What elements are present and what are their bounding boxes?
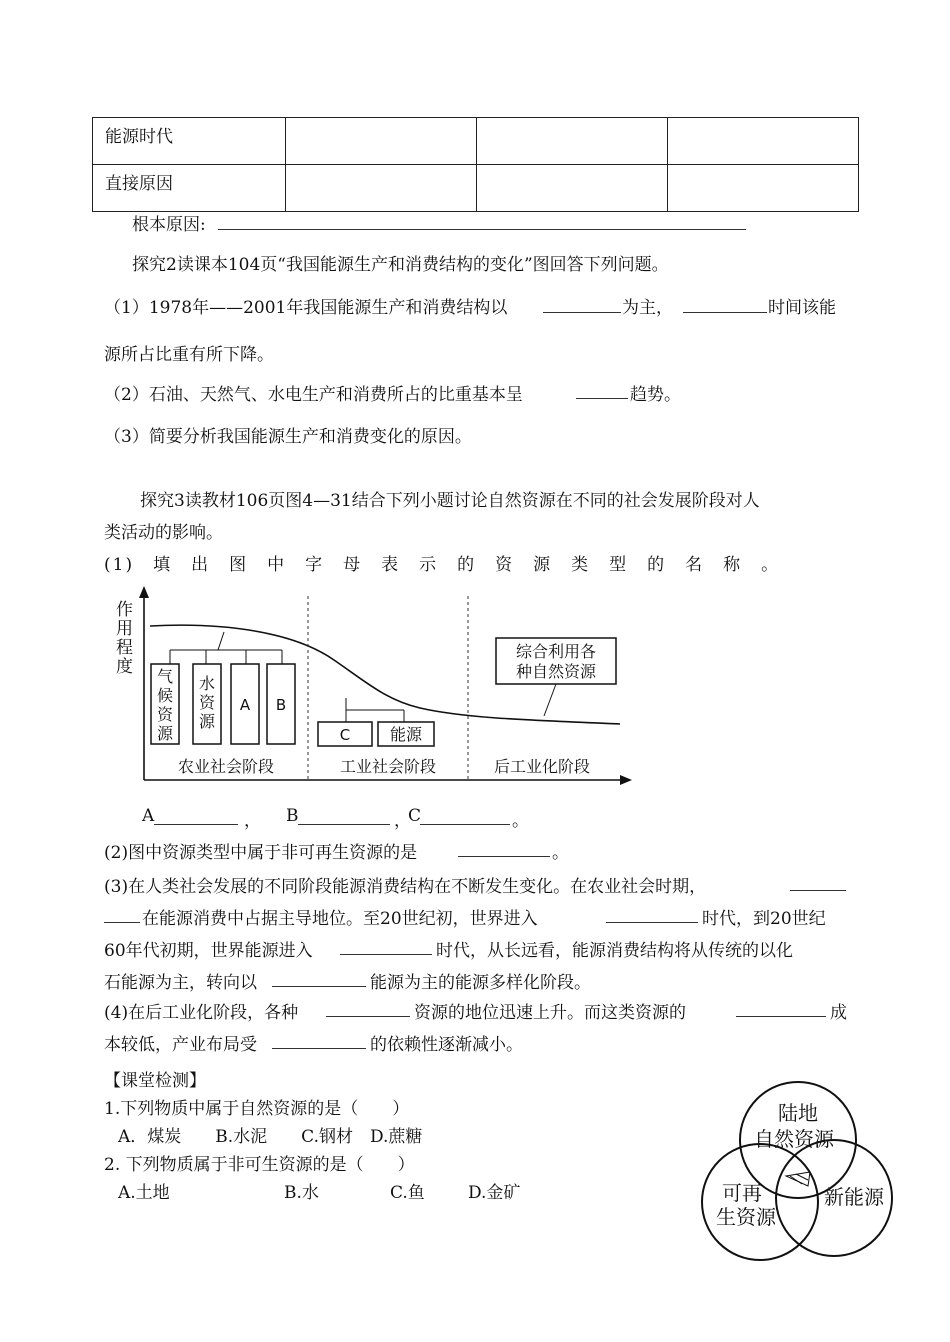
answer-c-label: C bbox=[408, 806, 422, 826]
stage-industrial: 工业社会阶段 bbox=[339, 757, 437, 776]
root-cause-blank[interactable] bbox=[218, 229, 746, 230]
answer-cell[interactable] bbox=[668, 165, 859, 212]
answer-cell[interactable] bbox=[477, 165, 668, 212]
inquiry3-q4-line2: 本较低，产业布局受 bbox=[104, 1035, 257, 1055]
svg-text:可再: 可再 bbox=[722, 1181, 762, 1205]
check-q2-option-d: D.金矿 bbox=[468, 1183, 521, 1203]
q2-nonrenewable-blank[interactable] bbox=[458, 856, 550, 857]
q3-blank-1b[interactable] bbox=[104, 922, 140, 923]
svg-text:C: C bbox=[339, 726, 351, 744]
svg-text:资: 资 bbox=[198, 693, 216, 712]
q2-blank[interactable] bbox=[576, 398, 628, 399]
answer-b-label: B bbox=[286, 806, 299, 826]
answer-cell[interactable] bbox=[477, 118, 668, 165]
answer-a-blank[interactable] bbox=[154, 824, 238, 825]
answer-cell[interactable] bbox=[286, 118, 477, 165]
inquiry3-q4-line1: (4)在后工业化阶段，各种 bbox=[104, 1003, 299, 1023]
answer-a-label: A bbox=[142, 806, 155, 826]
svg-text:源: 源 bbox=[156, 724, 174, 743]
q3-blank-1a[interactable] bbox=[790, 890, 846, 891]
inquiry3-title-line2: 类活动的影响。 bbox=[104, 523, 223, 543]
inquiry3-q3-line4: 石能源为主，转向以 bbox=[104, 973, 257, 993]
svg-text:综合利用各: 综合利用各 bbox=[515, 642, 597, 661]
svg-text:候: 候 bbox=[156, 686, 174, 705]
q3-blank-4[interactable] bbox=[272, 986, 366, 987]
q3-blank-3[interactable] bbox=[340, 954, 432, 955]
svg-text:自然资源: 自然资源 bbox=[754, 1127, 834, 1151]
q4-blank-2[interactable] bbox=[736, 1016, 826, 1017]
answer-b-blank[interactable] bbox=[298, 824, 390, 825]
inquiry3-q3-line3: 60年代初期，世界能源进入 bbox=[104, 941, 313, 961]
q4-blank-1[interactable] bbox=[326, 1016, 410, 1017]
inquiry2-q2-part-a: （2）石油、天然气、水电生产和消费所占的比重基本呈 bbox=[104, 385, 523, 405]
svg-text:B: B bbox=[275, 696, 287, 714]
y-label-1: 作 bbox=[116, 600, 133, 620]
inquiry2-q1-part-b: 为主， bbox=[622, 298, 673, 318]
y-label-4: 度 bbox=[116, 657, 133, 677]
inquiry3-title-line1: 探究3读教材106页图4—31结合下列小题讨论自然资源在不同的社会发展阶段对人 bbox=[140, 491, 760, 511]
check-heading: 【课堂检测】 bbox=[104, 1071, 206, 1091]
resource-stage-diagram bbox=[104, 584, 676, 792]
svg-text:A: A bbox=[239, 696, 251, 714]
x-axis-arrow bbox=[620, 775, 632, 785]
q1-blank-1[interactable] bbox=[543, 312, 621, 313]
svg-text:生资源: 生资源 bbox=[716, 1205, 776, 1229]
answer-cell[interactable] bbox=[286, 165, 477, 212]
y-label-3: 程 bbox=[116, 638, 133, 658]
stage-post-industrial: 后工业化阶段 bbox=[493, 757, 591, 776]
row-label-energy-era: 能源时代 bbox=[93, 118, 286, 165]
inquiry3-q2: (2)图中资源类型中属于非可再生资源的是 bbox=[104, 843, 418, 863]
inquiry3-q3-line2: 在能源消费中占据主导地位。至20世纪初，世界进入 bbox=[142, 909, 538, 929]
check-q2-option-c: C.鱼 bbox=[390, 1183, 425, 1203]
check-q1: 1.下列物质中属于自然资源的是（ ） bbox=[104, 1099, 410, 1119]
answer-c-blank[interactable] bbox=[420, 824, 510, 825]
answer-cell[interactable] bbox=[668, 118, 859, 165]
inquiry2-title: 探究2读课本104页“我国能源生产和消费结构的变化”图回答下列问题。 bbox=[132, 255, 669, 275]
root-cause-label: 根本原因: bbox=[132, 215, 206, 235]
svg-text:新能源: 新能源 bbox=[824, 1185, 884, 1209]
svg-text:种自然资源: 种自然资源 bbox=[515, 662, 597, 681]
svg-text:源: 源 bbox=[198, 712, 216, 731]
inquiry3-q3-line1: (3)在人类社会发展的不同阶段能源消费结构在不断发生变化。在农业社会时期， bbox=[104, 877, 707, 897]
q3-blank-2[interactable] bbox=[606, 922, 698, 923]
stage-agricultural: 农业社会阶段 bbox=[177, 757, 275, 776]
inquiry2-q3: （3）简要分析我国能源生产和消费变化的原因。 bbox=[104, 427, 472, 447]
svg-text:陆地: 陆地 bbox=[778, 1101, 818, 1125]
check-q2-option-a: A.土地 bbox=[118, 1183, 170, 1203]
y-label-2: 用 bbox=[116, 619, 133, 639]
svg-text:水: 水 bbox=[198, 674, 216, 693]
resource-venn-diagram bbox=[690, 1080, 930, 1280]
y-axis-arrow bbox=[139, 586, 149, 598]
check-q2-option-b: B.水 bbox=[284, 1183, 319, 1203]
q1-blank-2[interactable] bbox=[683, 312, 767, 313]
inquiry3-q1: (1) 填 出 图 中 字 母 表 示 的 资 源 类 型 的 名 称 。 bbox=[104, 555, 781, 575]
energy-era-table bbox=[92, 117, 859, 212]
check-q1-options: A．煤炭 B.水泥 C.钢材 D.蔗糖 bbox=[118, 1127, 423, 1147]
svg-text:资: 资 bbox=[156, 705, 174, 724]
q4-blank-3[interactable] bbox=[272, 1048, 366, 1049]
inquiry2-q1-part-a: （1）1978年——2001年我国能源生产和消费结构以 bbox=[104, 298, 508, 318]
check-q2: 2. 下列物质属于非可生资源的是（ ） bbox=[104, 1155, 415, 1175]
svg-text:气: 气 bbox=[156, 667, 174, 686]
inquiry2-q1-part-c: 时间该能 bbox=[768, 298, 836, 318]
inquiry2-q1-part-d: 源所占比重有所下降。 bbox=[104, 345, 274, 365]
row-label-direct-cause: 直接原因 bbox=[93, 165, 286, 212]
inquiry2-q2-part-b: 趋势。 bbox=[630, 385, 681, 405]
svg-text:能源: 能源 bbox=[389, 725, 423, 744]
